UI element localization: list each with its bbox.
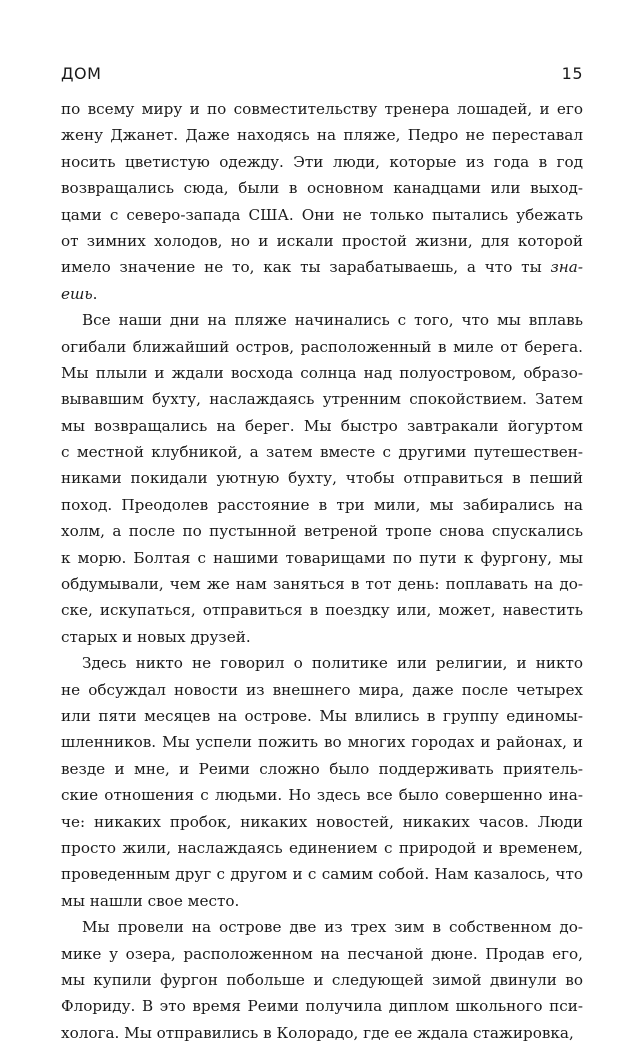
text-line: везде и мне, и Реими сложно было поддерживать приятель- [61,759,583,778]
text-line: холога. Мы отправились в Колорадо, где ее ждала стажировка, [61,1023,574,1042]
paragraph [61,650,583,914]
text-line: возвращались сюда, были в основном канадцами или выход- [61,179,583,198]
text-line: ске, искупаться, отправиться в поездку или, может, навестить [61,601,583,620]
text-line: Флориду. В это время Реими получила диплом школьного пси- [61,997,583,1016]
text-line: жену Джанет. Даже находясь на пляже, Педро не переставал [61,126,583,145]
text-line: вывавшим бухту, наслаждаясь утренним спокойствием. Затем [61,390,583,409]
text-line: мике у озера, расположенном на песчаной дюне. Продав его, [61,944,583,963]
text-line: мы нашли свое место. [61,891,240,910]
paragraph [61,96,583,307]
text-line: Здесь никто не говорил о политике или религии, и никто [82,654,583,673]
text-line: ешь. [61,284,98,303]
text-line: никами покидали уютную бухту, чтобы отправиться в пеший [61,469,583,488]
text-line: холм, а после по пустынной ветреной тропе снова спускались [61,522,583,541]
body-text [61,96,583,1046]
text-line: просто жили, наслаждаясь единением с природой и временем, [61,838,583,857]
text-line: Все наши дни на пляже начинались с того, что мы вплавь [82,311,583,330]
text-line: поход. Преодолев расстояние в три мили, мы забирались на [61,495,583,514]
text-line: к морю. Болтая с нашими товарищами по пути к фургону, мы [61,548,583,567]
text-line: мы купили фургон побольше и следующей зимой двинули во [61,970,583,989]
text-line: проведенным друг с другом и с самим собой. Нам казалось, что [61,865,583,884]
text-line: по всему миру и по совместительству тренера лошадей, и его [61,100,583,118]
text-line: не обсуждал новости из внешнего мира, даже после четырех [61,680,583,699]
text-line: мы возвращались на берег. Мы быстро завтракали йогуртом [61,416,583,435]
paragraph [61,914,583,1046]
section-title: ДОМ [61,64,102,83]
running-head [61,64,583,83]
text-line: от зимних холодов, но и искали простой жизни, для которой [61,231,583,250]
text-line: огибали ближайший остров, расположенный в миле от берега. [61,337,583,356]
text-line: имело значение не то, как ты зарабатываешь, а что ты зна- [61,258,583,277]
text-line: старых и новых друзей. [61,627,251,646]
text-line: ские отношения с людьми. Но здесь все было совершенно ина- [61,786,583,805]
page-number: 15 [561,64,583,83]
text-line: обдумывали, чем же нам заняться в тот день: поплавать на до- [61,575,583,594]
text-line: цами с северо-запада США. Они не только пытались убежать [61,205,583,224]
text-line: с местной клубникой, а затем вместе с другими путешествен- [61,443,583,462]
text-line: шленников. Мы успели пожить во многих городах и районах, и [61,733,583,752]
text-line: или пяти месяцев на острове. Мы влились в группу единомы- [61,706,583,725]
text-line: носить цветистую одежду. Эти люди, которые из года в год [61,152,583,171]
text-line: Мы провели на острове две из трех зим в собственном до- [82,918,583,937]
paragraph [61,307,583,650]
text-line: че: никаких пробок, никаких новостей, никаких часов. Люди [61,812,583,831]
text-line: Мы плыли и ждали восхода солнца над полуостровом, образо- [61,363,583,382]
